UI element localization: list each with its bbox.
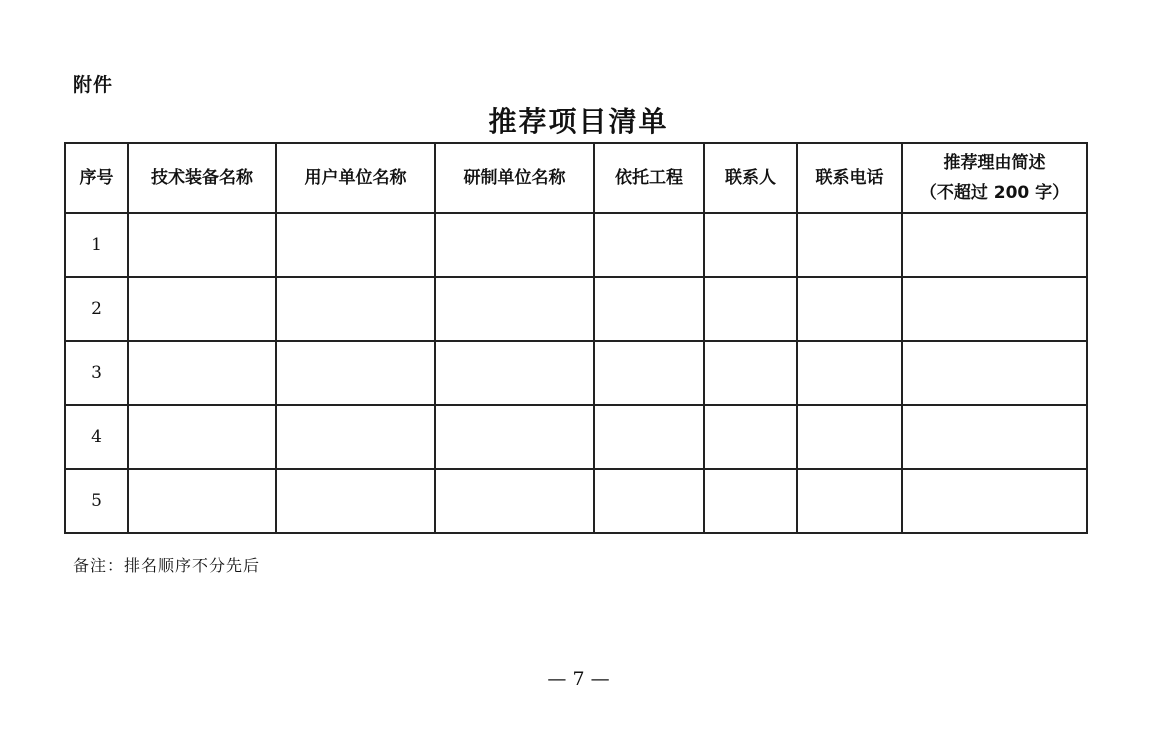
header-cell-reason bbox=[902, 143, 1087, 213]
table-cell bbox=[902, 469, 1087, 533]
table-row bbox=[65, 469, 1087, 533]
header-cell-contact-person: 联系人 bbox=[704, 143, 797, 213]
project-list-table bbox=[64, 142, 1088, 534]
table-cell bbox=[435, 277, 594, 341]
document-title: 推荐项目清单 bbox=[488, 105, 669, 138]
header-cell-project: 依托工程 bbox=[594, 143, 704, 213]
table-cell bbox=[276, 469, 435, 533]
table-cell bbox=[594, 469, 704, 533]
table-cell bbox=[435, 405, 594, 469]
header-cell-index: 序号 bbox=[65, 143, 128, 213]
table-row bbox=[65, 277, 1087, 341]
table-cell bbox=[276, 341, 435, 405]
table-cell bbox=[435, 341, 594, 405]
table-cell bbox=[902, 341, 1087, 405]
table-cell bbox=[128, 341, 276, 405]
table-cell bbox=[902, 213, 1087, 277]
table-cell bbox=[797, 405, 902, 469]
row-index-cell: 5 bbox=[65, 469, 128, 533]
table-cell bbox=[797, 341, 902, 405]
table-cell bbox=[276, 405, 435, 469]
header-reason-label: 推荐理由简述 bbox=[943, 153, 1046, 173]
table-row bbox=[65, 341, 1087, 405]
table-cell bbox=[704, 469, 797, 533]
table-cell bbox=[594, 277, 704, 341]
attachment-label: 附件 bbox=[73, 74, 114, 96]
table-header-row bbox=[65, 143, 1087, 213]
table-cell bbox=[128, 277, 276, 341]
table-cell bbox=[594, 405, 704, 469]
table-row bbox=[65, 213, 1087, 277]
remark-note: 备注：排名顺序不分先后 bbox=[73, 556, 261, 575]
table-cell bbox=[128, 213, 276, 277]
table-cell bbox=[797, 277, 902, 341]
table-cell bbox=[797, 213, 902, 277]
row-index-cell: 3 bbox=[65, 341, 128, 405]
table-cell bbox=[435, 469, 594, 533]
row-index-cell: 1 bbox=[65, 213, 128, 277]
header-cell-contact-phone: 联系电话 bbox=[797, 143, 902, 213]
header-cell-developer-unit: 研制单位名称 bbox=[435, 143, 594, 213]
table-cell bbox=[704, 341, 797, 405]
table-cell bbox=[902, 405, 1087, 469]
table-cell bbox=[435, 213, 594, 277]
header-reason-limit: （不超过 200 字） bbox=[919, 183, 1070, 203]
table-cell bbox=[704, 213, 797, 277]
table-cell bbox=[902, 277, 1087, 341]
table-cell bbox=[594, 341, 704, 405]
table-cell bbox=[797, 469, 902, 533]
table-cell bbox=[128, 405, 276, 469]
page-number: — 7 — bbox=[547, 668, 610, 690]
table-cell bbox=[276, 213, 435, 277]
table-cell bbox=[704, 277, 797, 341]
table-cell bbox=[594, 213, 704, 277]
table-row bbox=[65, 405, 1087, 469]
table-cell bbox=[704, 405, 797, 469]
header-cell-user-unit: 用户单位名称 bbox=[276, 143, 435, 213]
header-cell-equipment-name: 技术装备名称 bbox=[128, 143, 276, 213]
row-index-cell: 2 bbox=[65, 277, 128, 341]
row-index-cell: 4 bbox=[65, 405, 128, 469]
table-cell bbox=[128, 469, 276, 533]
table-cell bbox=[276, 277, 435, 341]
